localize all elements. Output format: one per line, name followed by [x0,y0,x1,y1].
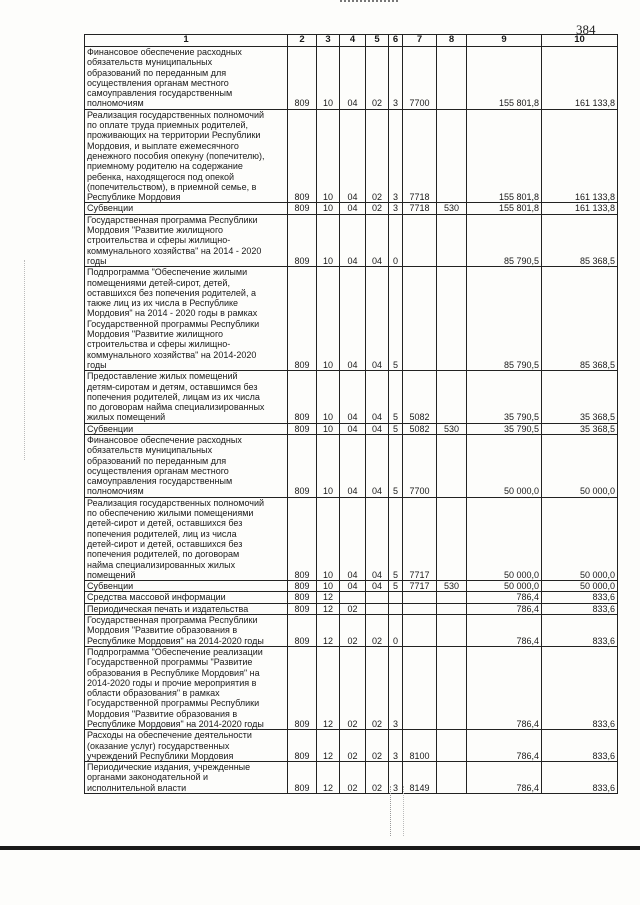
program-code: 04 [366,267,389,371]
program-code: 02 [366,615,389,647]
admin-code: 809 [288,646,317,729]
subprogram-code: 0 [389,214,403,266]
program-code: 04 [366,371,389,423]
amount-2015: 155 801,8 [467,203,542,214]
program-code: 04 [366,214,389,266]
subsection-code: 02 [340,762,366,794]
section-code: 10 [317,267,340,371]
target-code: 8100 [403,730,437,762]
top-scan-mark [340,0,398,5]
section-code: 12 [317,592,340,603]
section-code: 10 [317,497,340,580]
table-row [85,581,618,592]
subprogram-code: 3 [389,730,403,762]
amount-2016: 161 133,8 [542,203,618,214]
expense-type-code [437,762,467,794]
amount-2015: 786,4 [467,615,542,647]
subsection-code: 04 [340,497,366,580]
table-row [85,762,618,794]
amount-2015: 786,4 [467,603,542,614]
subsection-code: 04 [340,109,366,203]
expense-type-code [437,592,467,603]
amount-2016: 85 368,5 [542,267,618,371]
section-code: 10 [317,581,340,592]
target-code [403,615,437,647]
column-header: 7 [403,35,437,47]
subprogram-code: 3 [389,762,403,794]
amount-2016: 161 133,8 [542,47,618,110]
expense-type-code [437,646,467,729]
target-code: 7718 [403,203,437,214]
subprogram-code: 3 [389,203,403,214]
expense-type-code: 530 [437,423,467,434]
target-code: 7718 [403,109,437,203]
target-code [403,603,437,614]
target-code [403,214,437,266]
column-header: 4 [340,35,366,47]
amount-2016: 833,6 [542,646,618,729]
expense-type-code: 530 [437,203,467,214]
subprogram-code [389,592,403,603]
amount-2016: 161 133,8 [542,109,618,203]
subsection-code: 04 [340,581,366,592]
amount-2016: 50 000,0 [542,434,618,497]
target-code: 5082 [403,423,437,434]
budget-table [84,34,618,794]
column-header: 2 [288,35,317,47]
amount-2015: 35 790,5 [467,423,542,434]
page-number: 384 [576,22,596,37]
target-code: 7717 [403,581,437,592]
amount-2016: 35 368,5 [542,371,618,423]
table-row [85,603,618,614]
admin-code: 809 [288,47,317,110]
admin-code: 809 [288,615,317,647]
subprogram-code [389,603,403,614]
subsection-code: 04 [340,47,366,110]
section-code: 12 [317,603,340,614]
target-code: 7700 [403,434,437,497]
table-row [85,109,618,203]
admin-code: 809 [288,203,317,214]
section-code: 12 [317,762,340,794]
admin-code: 809 [288,434,317,497]
subprogram-code: 5 [389,434,403,497]
amount-2016: 833,6 [542,603,618,614]
amount-2016: 35 368,5 [542,423,618,434]
item-name: Государственная программа Республики Мордовия "Развитие образования в Республике Мордовия" на 2014-2020 годы [85,615,288,647]
table-row [85,371,618,423]
subprogram-code: 3 [389,47,403,110]
column-header: 6 [389,35,403,47]
program-code: 02 [366,762,389,794]
table-row [85,592,618,603]
expense-type-code [437,371,467,423]
section-code: 12 [317,730,340,762]
amount-2016: 833,6 [542,592,618,603]
amount-2015: 155 801,8 [467,47,542,110]
table-row [85,615,618,647]
table-row [85,267,618,371]
subprogram-code: 3 [389,646,403,729]
program-code [366,592,389,603]
section-code: 10 [317,214,340,266]
amount-2015: 85 790,5 [467,214,542,266]
program-code: 04 [366,434,389,497]
subsection-code: 02 [340,646,366,729]
subprogram-code: 5 [389,267,403,371]
section-code: 10 [317,109,340,203]
expense-type-code [437,214,467,266]
item-name: Реализация государственных полномочий по оплате труда приемных родителей, проживающих на территории Республики Мордовия, и выплате ежемесячного денежного пособия опекуну (попечителю), приемному родителю на содержание ребенка, находящегося под опекой (попечительством), в приемной семье, в Республике Мордовия [85,109,288,203]
expense-type-code [437,47,467,110]
admin-code: 809 [288,214,317,266]
expense-type-code [437,109,467,203]
program-code: 02 [366,109,389,203]
column-header: 10 [542,35,618,47]
subsection-code: 02 [340,603,366,614]
amount-2015: 85 790,5 [467,267,542,371]
amount-2015: 786,4 [467,730,542,762]
amount-2015: 35 790,5 [467,371,542,423]
program-code: 02 [366,730,389,762]
amount-2016: 85 368,5 [542,214,618,266]
table-row [85,214,618,266]
amount-2015: 786,4 [467,592,542,603]
subprogram-code: 0 [389,615,403,647]
table-row [85,730,618,762]
admin-code: 809 [288,762,317,794]
subsection-code: 04 [340,203,366,214]
item-name: Подпрограмма "Обеспечение реализации Государственной программы "Развитие образования в Республике Мордовия" на 2014-2020 годы и прочие мероприятия в области образования" в рамках Государственной программы Республики Мордовия "Развитие образования в Республике Мордовия" на 2014-2020 годы [85,646,288,729]
amount-2015: 155 801,8 [467,109,542,203]
column-header: 9 [467,35,542,47]
amount-2015: 786,4 [467,646,542,729]
amount-2015: 786,4 [467,762,542,794]
program-code: 04 [366,581,389,592]
admin-code: 809 [288,267,317,371]
subprogram-code: 5 [389,371,403,423]
item-name: Средства массовой информации [85,592,288,603]
item-name: Субвенции [85,423,288,434]
table-row [85,203,618,214]
target-code: 7717 [403,497,437,580]
section-code: 12 [317,646,340,729]
column-header: 8 [437,35,467,47]
amount-2016: 50 000,0 [542,581,618,592]
table-row [85,497,618,580]
section-code: 10 [317,371,340,423]
margin-scan-dots [24,260,28,460]
target-code: 5082 [403,371,437,423]
item-name: Предоставление жилых помещений детям-сиротам и детям, оставшимся без попечения родителей, лицам из их числа по договорам найма специализированных жилых помещений [85,371,288,423]
program-code: 04 [366,497,389,580]
subprogram-code: 3 [389,109,403,203]
table-header-row [85,35,618,47]
expense-type-code [437,730,467,762]
section-code: 12 [317,615,340,647]
amount-2015: 50 000,0 [467,581,542,592]
subsection-code: 04 [340,371,366,423]
item-name: Подпрограмма "Обеспечение жилыми помещениями детей-сирот, детей, оставшихся без попечения родителей, а также лиц из их числа в Республике Мордовия" на 2014 - 2020 годы в рамках Государственной программы Республики Мордовия "Развитие жилищного строительства и сферы жилищно- коммунального хозяйства" на 2014-2020 годы [85,267,288,371]
expense-type-code [437,615,467,647]
subsection-code: 04 [340,434,366,497]
admin-code: 809 [288,109,317,203]
subsection-code [340,592,366,603]
item-name: Расходы на обеспечение деятельности (оказание услуг) государственных учреждений Республики Мордовия [85,730,288,762]
item-name: Субвенции [85,581,288,592]
section-code: 10 [317,203,340,214]
admin-code: 809 [288,581,317,592]
table-row [85,434,618,497]
subsection-code: 04 [340,423,366,434]
admin-code: 809 [288,423,317,434]
expense-type-code [437,434,467,497]
program-code: 02 [366,646,389,729]
program-code: 02 [366,47,389,110]
section-code: 10 [317,47,340,110]
section-code: 10 [317,434,340,497]
amount-2016: 833,6 [542,615,618,647]
admin-code: 809 [288,730,317,762]
item-name: Государственная программа Республики Мордовия "Развитие жилищного строительства и сферы жилищно- коммунального хозяйства" на 2014 - 2020 годы [85,214,288,266]
admin-code: 809 [288,603,317,614]
table-row [85,47,618,110]
expense-type-code [437,497,467,580]
item-name: Периодическая печать и издательства [85,603,288,614]
item-name: Субвенции [85,203,288,214]
subprogram-code: 5 [389,497,403,580]
subsection-code: 04 [340,214,366,266]
table-row [85,646,618,729]
column-header: 1 [85,35,288,47]
item-name: Реализация государственных полномочий по обеспечению жилыми помещениями детей-сирот и детей, оставшихся без попечения родителей, лиц из числа детей-сирот и детей, оставшихся без попечения родителей, по договорам найма специализированных жилых помещений [85,497,288,580]
subprogram-code: 5 [389,423,403,434]
subprogram-code: 5 [389,581,403,592]
admin-code: 809 [288,497,317,580]
target-code: 8149 [403,762,437,794]
expense-type-code: 530 [437,581,467,592]
subsection-code: 02 [340,730,366,762]
amount-2015: 50 000,0 [467,497,542,580]
subsection-code: 02 [340,615,366,647]
subsection-code: 04 [340,267,366,371]
target-code [403,267,437,371]
amount-2016: 50 000,0 [542,497,618,580]
program-code: 02 [366,203,389,214]
amount-2016: 833,6 [542,730,618,762]
program-code [366,603,389,614]
program-code: 04 [366,423,389,434]
item-name: Финансовое обеспечение расходных обязательств муниципальных образований по переданным для осуществления органам местного самоуправления государственным полномочиям [85,47,288,110]
target-code [403,646,437,729]
column-header: 3 [317,35,340,47]
amount-2015: 50 000,0 [467,434,542,497]
table-row [85,423,618,434]
bottom-rule [0,846,640,850]
target-code [403,592,437,603]
item-name: Периодические издания, учрежденные органами законодательной и исполнительной власти [85,762,288,794]
admin-code: 809 [288,371,317,423]
amount-2016: 833,6 [542,762,618,794]
expense-type-code [437,267,467,371]
section-code: 10 [317,423,340,434]
gutter-scan-dots [390,786,404,836]
admin-code: 809 [288,592,317,603]
column-header: 5 [366,35,389,47]
target-code: 7700 [403,47,437,110]
expense-type-code [437,603,467,614]
item-name: Финансовое обеспечение расходных обязательств муниципальных образований по переданным для осуществления органам местного самоуправления государственным полномочиям [85,434,288,497]
